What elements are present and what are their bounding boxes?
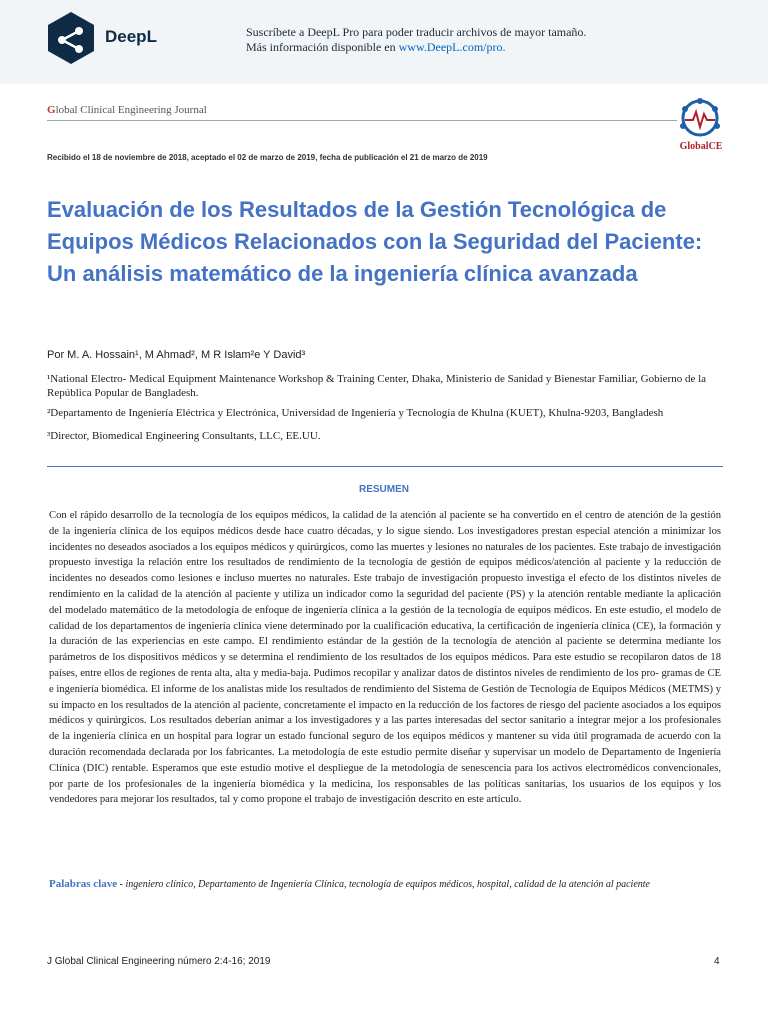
- banner-line-2-text: Más información disponible en: [246, 40, 399, 54]
- abstract-heading: RESUMEN: [358, 484, 409, 495]
- abstract-text: Con el rápido desarrollo de la tecnología de los equipos médicos, la calidad de la atención al paciente se ha convertido en el centro de atención de la gestión de la ingeniería clínica de los equipos médicos desde hace cuatro décadas, y lo sigue siendo. Los investigadores prestan especial atención a minimizar los incidentes no deseados asociados a los equipos médicos y quirúrgicos, como las muertes y lesiones no naturales de los pacientes. Este trabajo de investigación propuesto investiga la relación entre los resultados de rendimiento de la tecnología de gestión de equipos médicos/atención al paciente y la reducción de incidentes no deseados como lesiones e incluso muertes no naturales. Este trabajo de investigación propuesto investiga el efecto de los distintos niveles de rendimiento en la calidad de la atención al paciente y utiliza un indicador como la seguridad del paciente (PS) y la atención rentable mediante la aplicación del modelado matemático de la metodología de enfoque de ingeniería clínica a la gestión de la tecnología de equipos médicos. En este estudio, el modelo de calidad de los departamentos de ingeniería clínica viene determinado por la cualificación educativa, la certificación de ingeniería clínica (CE), la formación y la duración de las experiencias en este campo. El rendimiento estándar de la gestión de la tecnología de atención al paciente se determina mediante los parámetros de los dispositivos médicos y se determina el rendimiento de los resultados de los equipos médicos. Para este estudio se recopilaron datos de 18 países, entre ellos de regiones de renta alta, alta y media-baja. Pudimos recopilar y analizar datos de distintos niveles de rendimiento de los pro- gramas de CE e ingeniería biomédica. El informe de los analistas mide los resultados de rendimiento del Sistema de Gestión de Tecnología de Equipos Médicos (METMS) y su impacto en los resultados de la atención al paciente, concretamente el impacto en la reducción de los factores de riesgo del paciente asociados a los equipos médicos y quirúrgicos. Los resultados deberían animar a los investigadores y a las partes interesadas del sector sanitario a integrar mejor a los profesionales de la ingeniería clínica en un hospital para lograr un estado funcional seguro de los equipos médicos y mantener su vida útil programada de acuerdo con la duración recomendada declarada por los fabricantes. La metodología de este estudio permite diseñar y supervisar un modelo de Departamento de Ingeniería Clínica (DIC) rentable. Esperamos que este estudio motive el despliegue de la metodología de senescencia para los activos electromédicos convencionales, por parte de los profesionales de la ingeniería biomédica y la medicina, los responsables de las políticas sanitarias, los usuarios de los equipos y los vendedores para mejorar los resultados, tal y como propone el trabajo de investigación descrito en este artículo.: [49, 510, 721, 806]
- deepl-pro-link[interactable]: www.DeepL.com/pro.: [398, 40, 506, 54]
- affiliation-3: ³Director, Biomedical Engineering Consultants, LLC, EE.UU.: [47, 430, 321, 442]
- deepl-logo-icon: [45, 10, 97, 66]
- journal-name: [47, 104, 207, 116]
- received-dates: Recibido el 18 de noviembre de 2018, aceptado el 02 de marzo de 2019, fecha de publicación el 21 de marzo de 2019: [47, 153, 488, 162]
- page-number: 4: [714, 956, 720, 967]
- journal-header-rule: [47, 120, 677, 121]
- keywords-label: Palabras clave: [49, 878, 118, 890]
- globalce-logo-icon: [676, 96, 724, 146]
- article-title: Evaluación de los Resultados de la Gestión Tecnológica de Equipos Médicos Relacionados con la Seguridad del Paciente: Un análisis matemático de la ingeniería clínica avanzada: [47, 197, 703, 286]
- section-divider: [47, 466, 723, 467]
- deepl-banner: [0, 0, 768, 84]
- affiliation-2: ²Departamento de Ingeniería Eléctrica y Electrónica, Universidad de Ingeniería y Tecnología de Khulna (KUET), Khulna-9203, Bangladesh: [47, 407, 664, 419]
- journal-name-rest: lobal Clinical Engineering Journal: [55, 104, 207, 116]
- footer-citation: J Global Clinical Engineering número 2:4-16; 2019: [47, 956, 271, 967]
- deepl-logo-text: DeepL: [105, 27, 157, 46]
- keywords-text: - ingeniero clínico, Departamento de Ingeniería Clínica, tecnología de equipos médicos, hospital, calidad de la atención al paciente: [117, 879, 650, 890]
- affiliation-1: ¹National Electro- Medical Equipment Maintenance Workshop & Training Center, Dhaka, Ministerio de Sanidad y Bienestar Familiar, Gobierno de la República Popular de Bangladesh.: [47, 373, 707, 399]
- banner-message: [246, 25, 586, 55]
- banner-line-1: Suscríbete a DeepL Pro para poder traducir archivos de mayor tamaño.: [246, 25, 587, 39]
- authors: Por M. A. Hossain¹, M Ahmad², M R Islam²e Y David³: [47, 349, 306, 361]
- keywords: [49, 878, 739, 890]
- banner-line-2: [246, 40, 586, 55]
- journal-name-initial: G: [47, 104, 56, 116]
- globalce-logo-text: GlobalCE: [679, 141, 723, 152]
